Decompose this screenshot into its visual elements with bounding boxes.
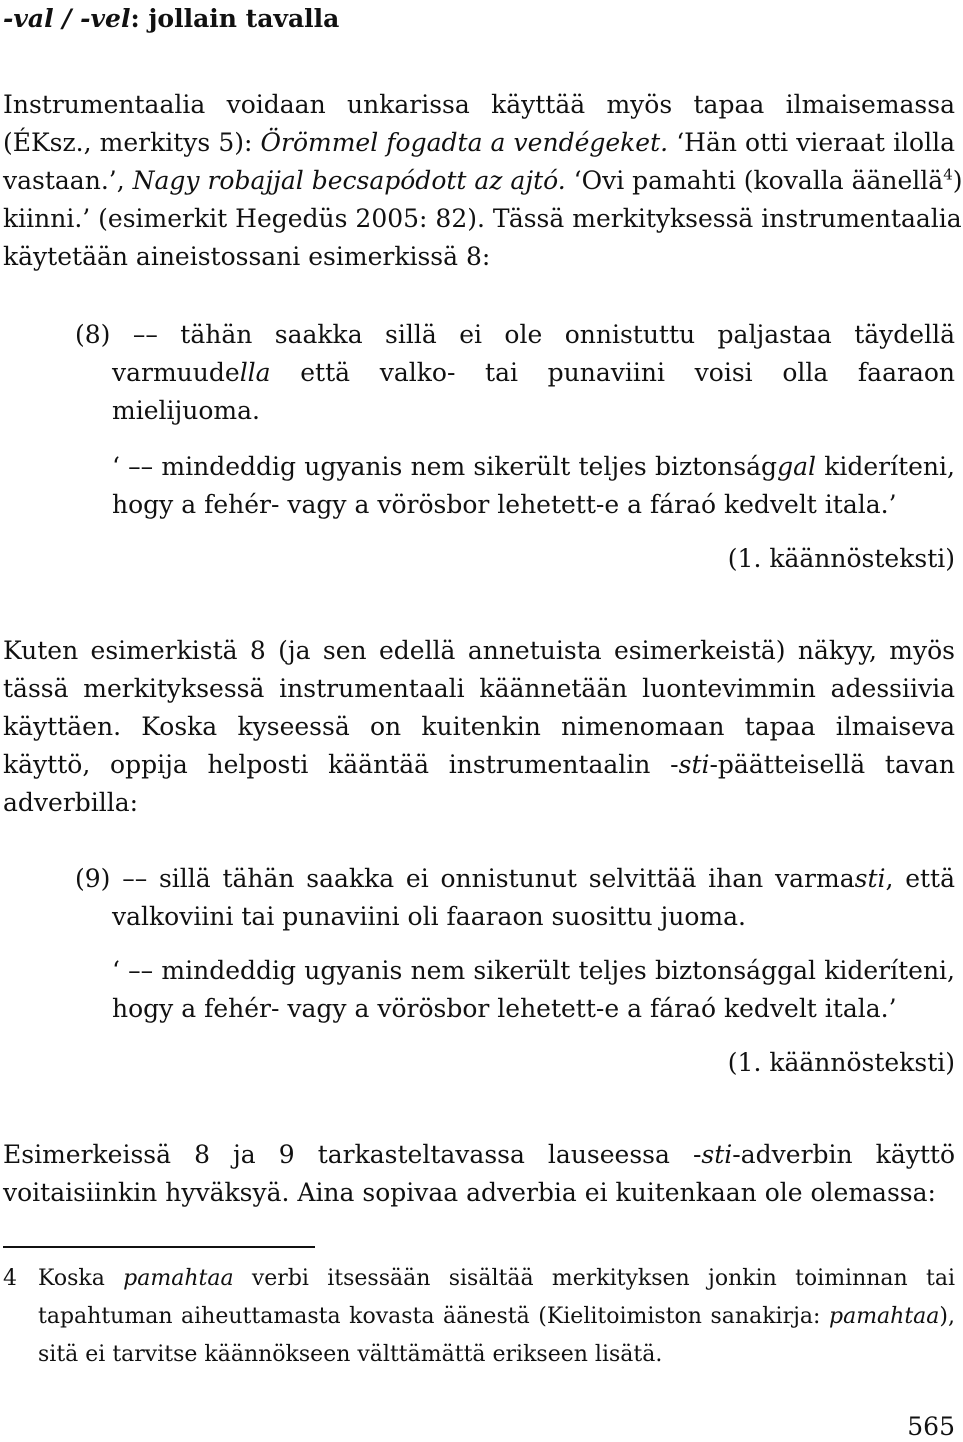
section-heading <box>3 0 339 38</box>
para2-line2: tässä merkityksessä instrumentaali käännetään luontevimmin adessiivia <box>3 674 955 703</box>
text: , että <box>885 864 955 893</box>
ex9-hu-line2: hogy a fehér- vagy a vörösbor lehetett-e a fáraó kedvelt itala.’ <box>112 994 897 1023</box>
para1-line4: kiinni.’ (esimerkit Hegedüs 2005: 82). Tässä merkityksessä instrumentaalia <box>3 204 962 233</box>
para3-line1 <box>3 1136 955 1174</box>
emphasis: gal <box>777 452 816 481</box>
para1-line3 <box>3 162 963 200</box>
heading-suffix: -val / -vel <box>3 4 131 33</box>
ex8-hu-line1 <box>112 448 955 486</box>
text: ‘Ovi pamahti (kovalla äänellä <box>565 166 944 195</box>
hungarian-example: Örömmel fogadta a vendégeket. <box>260 128 669 157</box>
para2-line5: adverbilla: <box>3 788 139 817</box>
emphasis: sti <box>854 864 886 893</box>
footnote-line2 <box>38 1300 955 1334</box>
text: ‘Hän otti vieraat ilolla <box>668 128 956 157</box>
text: kideríteni, <box>815 452 955 481</box>
para3-line2: voitaisiinkin hyväksyä. Aina sopivaa adverbia ei kuitenkaan ole olemassa: <box>3 1178 936 1207</box>
footnote-divider <box>3 1246 315 1248</box>
footnote-ref[interactable]: 4 <box>943 165 953 184</box>
para1-line2 <box>3 124 955 162</box>
ex8-line1: (8) –– tähän saakka sillä ei ole onnistuttu paljastaa täydellä <box>75 320 955 349</box>
footnote-number: 4 <box>3 1266 17 1291</box>
text: käyttö, oppija helposti kääntää instrumentaalin - <box>3 750 679 779</box>
text: (9) –– sillä tähän saakka ei onnistunut selvittää ihan varma <box>75 864 855 893</box>
ex9-source: (1. käännösteksti) <box>727 1048 955 1077</box>
emphasis: pamahtaa <box>829 1304 940 1329</box>
text: vastaan.’, <box>3 166 133 195</box>
ex8-line2 <box>112 354 955 392</box>
para2-line4 <box>3 746 955 784</box>
ex8-source: (1. käännösteksti) <box>727 544 955 573</box>
ex9-line1 <box>75 860 955 898</box>
ex8-line3: mielijuoma. <box>112 396 260 425</box>
text: (ÉKsz., merkitys 5): <box>3 128 261 157</box>
page-number: 565 <box>907 1412 955 1441</box>
text: varmuude <box>112 358 240 387</box>
text: verbi itsessään sisältää merkityksen jonkin toiminnan tai <box>233 1266 956 1291</box>
text: ), <box>939 1304 955 1329</box>
para2-line3: käyttäen. Koska kyseessä on kuitenkin nimenomaan tapaa ilmaiseva <box>3 712 955 741</box>
text: ‘ –– mindeddig ugyanis nem sikerült teljes biztonság <box>112 452 778 481</box>
para1-line1: Instrumentaalia voidaan unkarissa käyttää myös tapaa ilmaisemassa <box>3 90 955 119</box>
text: Esimerkeissä 8 ja 9 tarkasteltavassa lauseessa - <box>3 1140 702 1169</box>
emphasis: sti <box>701 1140 733 1169</box>
footnote-line1 <box>38 1262 955 1296</box>
text: ) <box>952 166 963 195</box>
ex9-line2: valkoviini tai punaviini oli faaraon suosittu juoma. <box>112 902 746 931</box>
emphasis: lla <box>239 358 271 387</box>
hungarian-example: Nagy robajjal becsapódott az ajtó. <box>132 166 566 195</box>
text: Koska <box>38 1266 124 1291</box>
para1-line5: käytetään aineistossani esimerkissä 8: <box>3 242 491 271</box>
footnote-line3: sitä ei tarvitse käännökseen välttämättä erikseen lisätä. <box>38 1342 663 1367</box>
emphasis: pamahtaa <box>123 1266 234 1291</box>
text: tapahtuman aiheuttamasta kovasta äänestä (Kielitoimiston sanakirja: <box>38 1304 829 1329</box>
text: -päätteisellä tavan <box>709 750 956 779</box>
text: -adverbin käyttö <box>732 1140 955 1169</box>
ex8-hu-line2: hogy a fehér- vagy a vörösbor lehetett-e a fáraó kedvelt itala.’ <box>112 490 897 519</box>
para2-line1: Kuten esimerkistä 8 (ja sen edellä annetuista esimerkeistä) näkyy, myös <box>3 636 955 665</box>
heading-rest: : jollain tavalla <box>130 4 340 33</box>
ex9-hu-line1: ‘ –– mindeddig ugyanis nem sikerült teljes biztonsággal kideríteni, <box>112 956 955 985</box>
text: että valko- tai punaviini voisi olla faaraon <box>270 358 955 387</box>
emphasis: sti <box>678 750 710 779</box>
